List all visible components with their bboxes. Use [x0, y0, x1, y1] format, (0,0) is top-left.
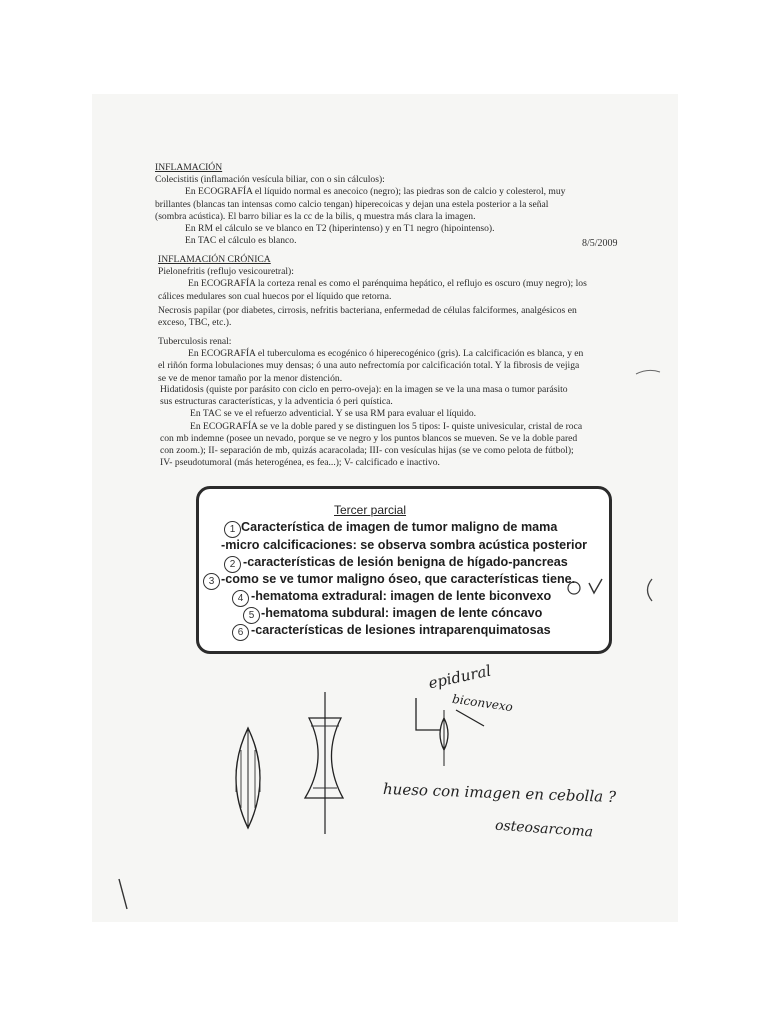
text-line: En ECOGRAFÍA el tuberculoma es ecogénico ó hiperecogénico (gris). La calcificación es blanca, y en: [188, 348, 584, 360]
number-circle: 2: [224, 556, 241, 573]
number-circle: 3: [203, 573, 220, 590]
box-line: -micro calcificaciones: se observa sombra acústica posterior: [221, 538, 588, 552]
text-line: En ECOGRAFÍA la corteza renal es como el parénquima hepático, el reflujo es oscuro (muy negro); los: [188, 278, 587, 290]
section-title: INFLAMACIÓN: [155, 162, 223, 173]
text-line: brillantes (blancas tan intensas como calcio tengan) hiperecoicas y dejan una estela posterior a la señal: [155, 198, 549, 210]
handwritten-note: biconvexo: [451, 691, 514, 715]
section-necrosis: [158, 305, 577, 329]
text-line: En RM el cálculo se ve blanco en T2 (hiperintenso) y en T1 negro (hipointenso).: [185, 223, 495, 235]
text-line: Tuberculosis renal:: [158, 336, 232, 347]
text-line: Colecistitis (inflamación vesícula biliar, con o sin cálculos):: [155, 174, 385, 186]
text-line: Necrosis papilar (por diabetes, cirrosis, nefritis bacteriana, enfermedad de células falciformes, analgésicos en: [158, 305, 577, 316]
document-date: 8/5/2009: [582, 238, 618, 249]
concave-lens-sketch: [295, 688, 355, 838]
number-circle: 5: [243, 607, 260, 624]
margin-mark-icon: [640, 575, 656, 605]
box-line: -características de lesiones intraparenquimatosas: [251, 623, 551, 637]
text-line: se ve de menor tamaño por la menor distención.: [158, 372, 343, 384]
text-line: En ECOGRAFÍA se ve la doble pared y se distinguen los 5 tipos: I- quiste univesicular, cristal de roca: [190, 420, 583, 432]
box-line: -como se ve tumor maligno óseo, que características tiene.: [221, 572, 576, 586]
text-line: exceso, TBC, etc.).: [158, 317, 232, 329]
margin-dash-icon: [634, 366, 664, 378]
box-title: Tercer parcial: [334, 503, 407, 517]
check-mark-icon: [565, 575, 605, 599]
section-cronica: [158, 254, 587, 303]
number-circle: 4: [232, 590, 249, 607]
handwritten-note: epidural: [426, 661, 493, 693]
biconvex-lens-sketch: [222, 720, 274, 840]
section-title: INFLAMACIÓN CRÓNICA: [158, 254, 271, 265]
text-line: el riñón forma lobulaciones muy densas; ó una auto nefrectomía por calcificación total. Y la fibrosis de vejiga: [158, 360, 580, 372]
text-line: En ECOGRAFÍA el líquido normal es anecoico (negro); las piedras son de calcio y colesterol, muy: [185, 186, 566, 198]
section-tuberculosis: [158, 336, 583, 385]
box-line: Característica de imagen de tumor maligno de mama: [241, 520, 558, 534]
text-line: En TAC el cálculo es blanco.: [185, 235, 297, 247]
text-line: con mb indemne (posee un nevado, porque se ve negro y los puntos blancos se mueven. Se ve la doble pared: [160, 432, 578, 444]
handwritten-note: hueso con imagen en cebolla ?: [382, 779, 617, 807]
box-line: -características de lesión benigna de hígado-pancreas: [243, 555, 568, 569]
text-line: IV- pseudotumoral (más heterogénea, es fea...); V- calcificado e inactivo.: [160, 457, 440, 469]
tercer-parcial-box: [196, 486, 612, 654]
box-line: -hematoma subdural: imagen de lente cóncavo: [261, 606, 543, 620]
text-line: Pielonefritis (reflujo vesicouretral):: [158, 266, 294, 278]
number-circle: 1: [224, 521, 241, 538]
text-line: En TAC se ve el refuerzo adventicial. Y se usa RM para evaluar el líquido.: [190, 408, 477, 420]
section-inflamacion: [155, 162, 565, 247]
edge-stroke-icon: [115, 875, 135, 915]
text-line: (sombra acústica). El barro biliar es la cc de la bilis, q muestra más clara la imagen.: [155, 210, 476, 222]
text-line: Hidatidosis (quiste por parásito con ciclo en perro-oveja): en la imagen se ve la una masa o tumor parásito: [160, 384, 568, 395]
handwritten-note: osteosarcoma: [494, 817, 594, 841]
box-line: -hematoma extradural: imagen de lente biconvexo: [251, 589, 552, 603]
section-hidatidosis: [160, 384, 582, 469]
text-line: sus estructuras características, y la adventicia ó peri quística.: [160, 396, 393, 408]
number-circle: 6: [232, 624, 249, 641]
text-line: con zoom.); II- separación de mb, quizás acaracolada; III- con vesículas hijas (se ve como pelota de fútbol);: [160, 445, 574, 457]
text-line: cálices medulares son cual huecos por el líquido que retorna.: [158, 290, 392, 302]
